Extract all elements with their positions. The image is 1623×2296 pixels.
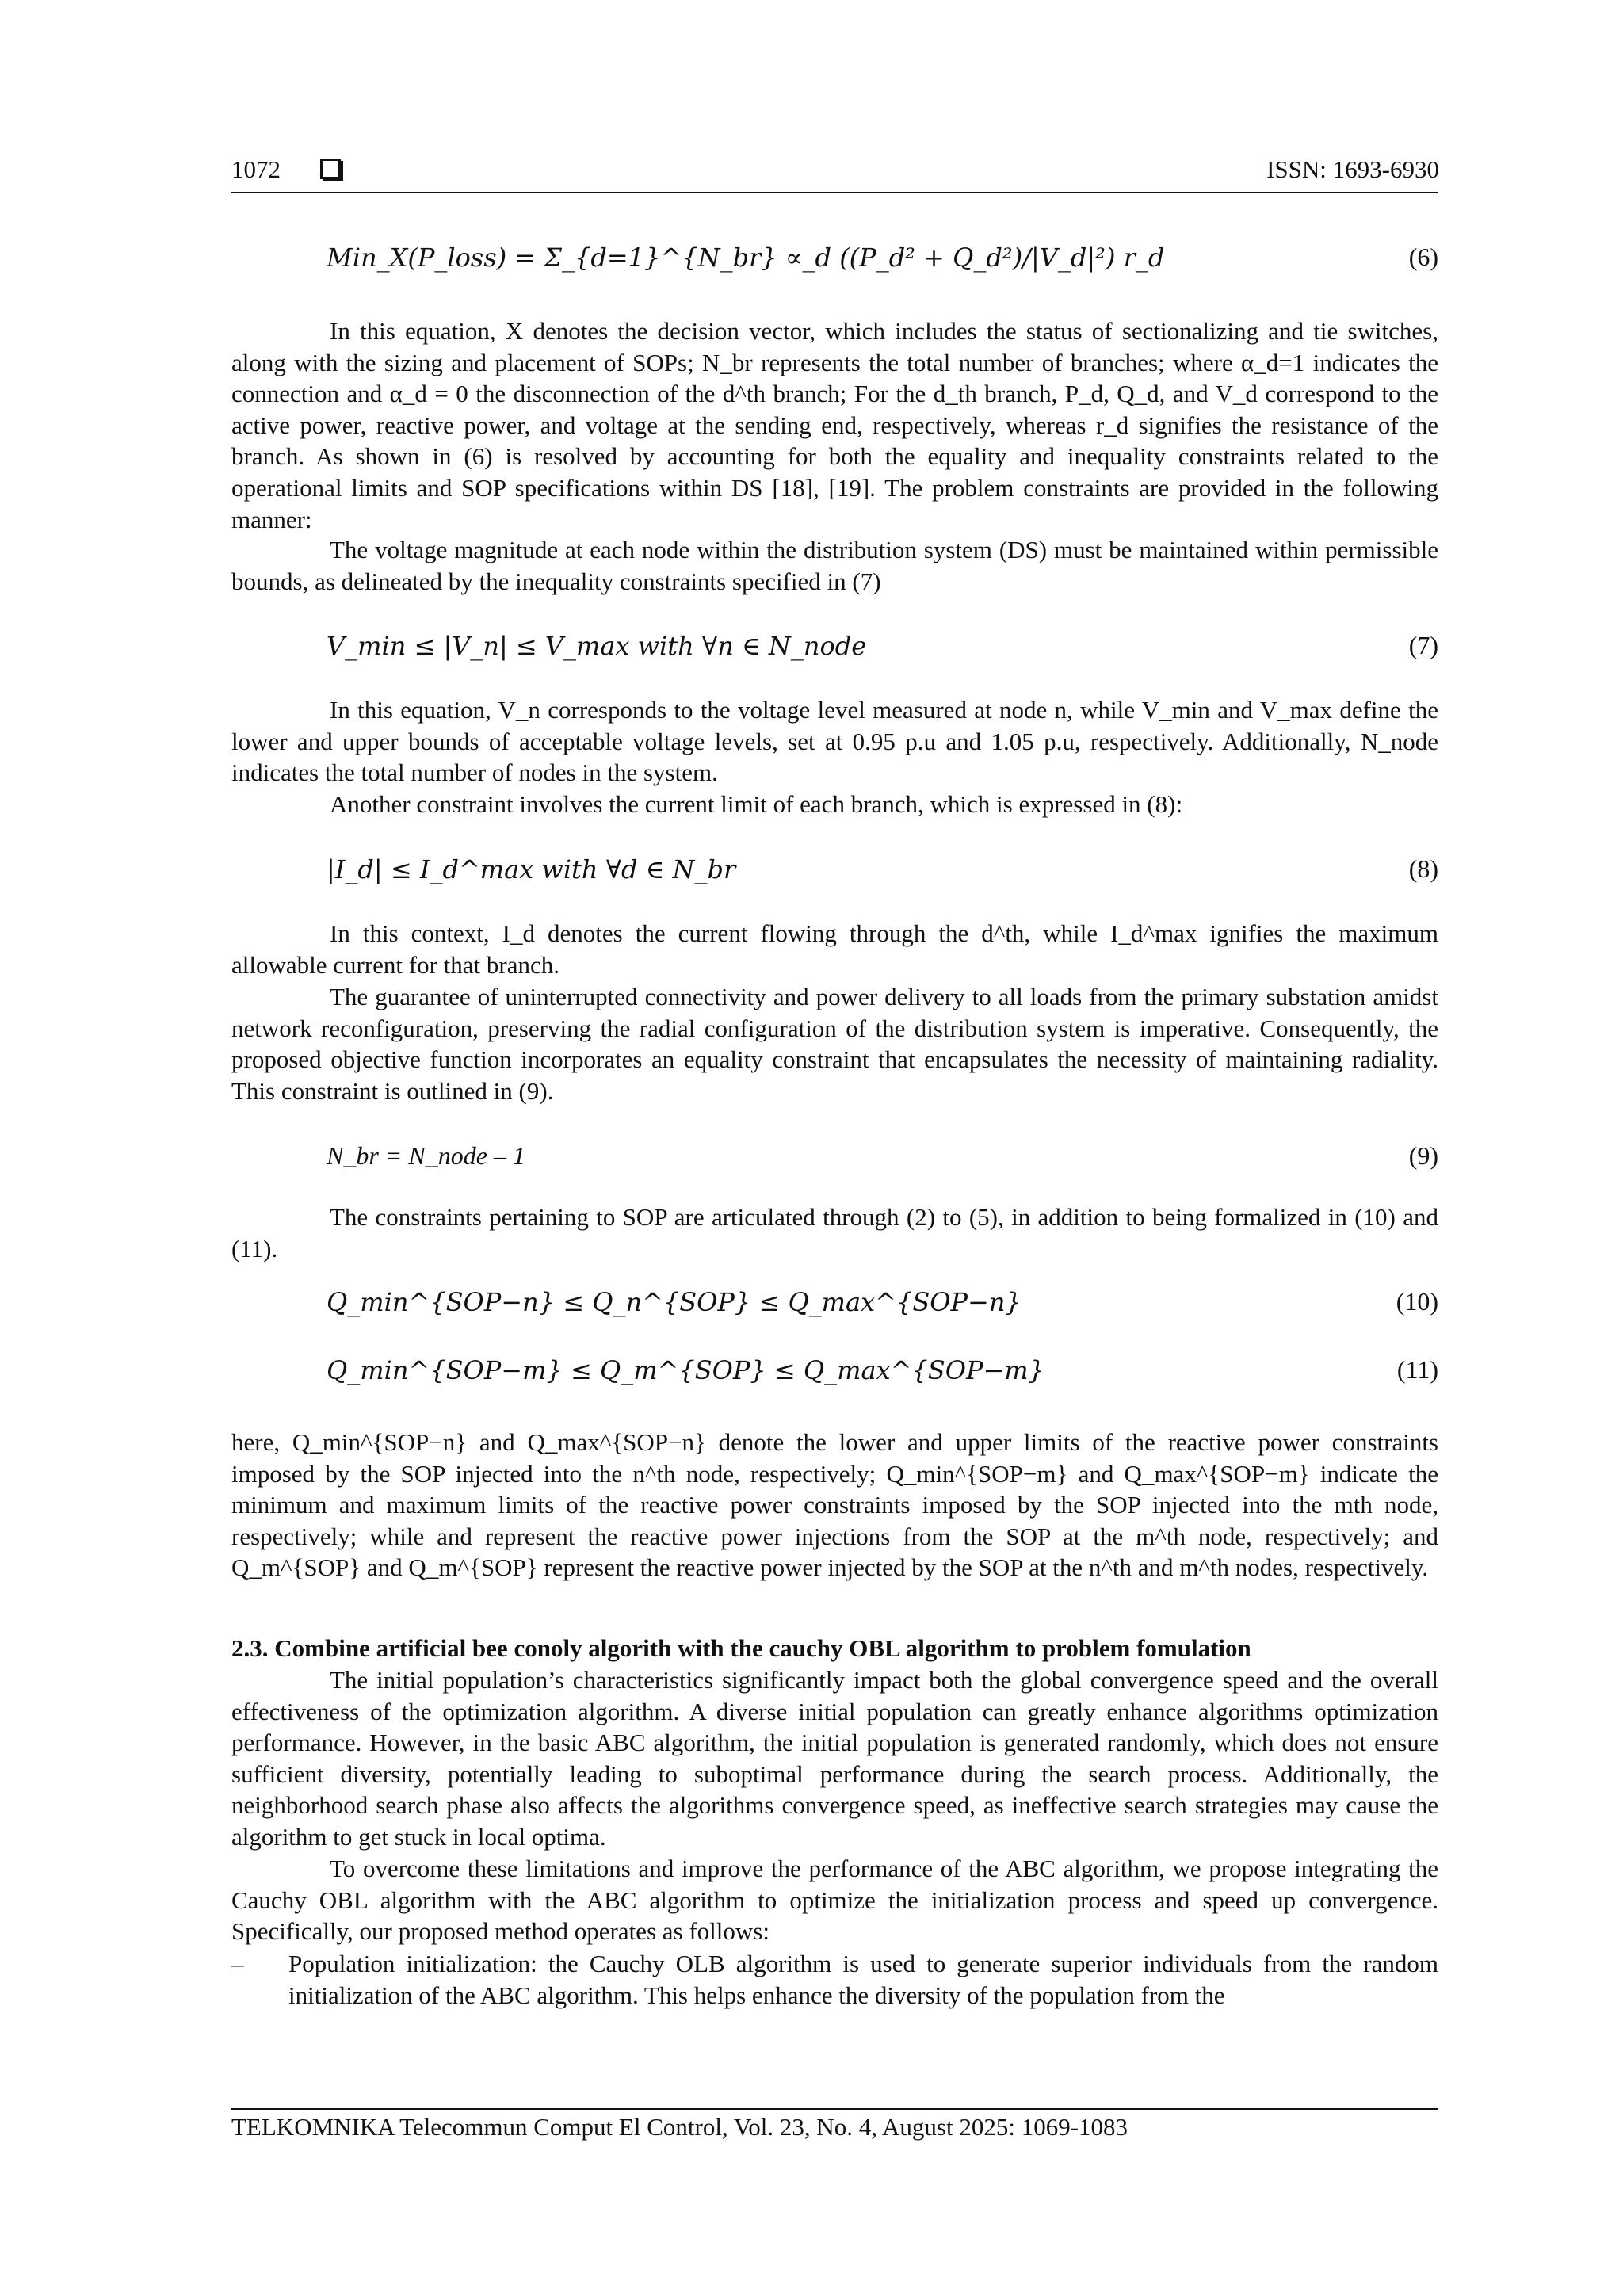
- list-item: [231, 1948, 1438, 2011]
- equation-11-number: (11): [1396, 1355, 1438, 1384]
- equation-9: [327, 1141, 1438, 1178]
- equation-9-formula: N_br = N_node – 1: [327, 1141, 525, 1170]
- equation-7-formula: V_min ≤ |V_n| ≤ V_max with ∀n ∈ N_node: [327, 631, 867, 661]
- equation-10: [327, 1287, 1438, 1324]
- equation-6-formula: Min_X(P_loss) = Σ_{d=1}^{N_br} ∝_d ((P_d² + Q_d²)/|V_d|²) r_d: [327, 243, 1165, 273]
- paragraph-initial-population: The initial population’s characteristics significantly impact both the global convergence speed and the overall effectiveness of the optimization algorithm. A diverse initial population can greatly enhance algorithms optimization performance. However, in the basic ABC algorithm, the initial population is generated randomly, which does not ensure sufficient diversity, potentially leading to suboptimal performance during the search process. Additionally, the neighborhood search phase also affects the algorithms convergence speed, as ineffective search strategies may cause the algorithm to get stuck in local optima.: [231, 1666, 1438, 1851]
- paragraph-radiality: The guarantee of uninterrupted connectivity and power delivery to all loads from the primary substation amidst network reconfiguration, preserving the radial configuration of the distribution system is imperative. Consequently, the proposed objective function incorporates an equality constraint that encapsulates the necessity of maintaining radiality. This constraint is outlined in (9).: [231, 983, 1438, 1105]
- paragraph-voltage-bounds: The voltage magnitude at each node within the distribution system (DS) must be maintained within permissible bounds, as delineated by the inequality constraints specified in (7): [231, 536, 1438, 595]
- paragraph-sop-limits: here, Q_min^{SOP−n} and Q_max^{SOP−n} denote the lower and upper limits of the reactive power constraints imposed by the SOP injected into the n^th node, respectively; Q_min^{SOP−m} and Q_max^{SOP−m} indicate the minimum and maximum limits of the reactive power constraints imposed by the SOP injected into the mth node, respectively; while and represent the reactive power injections from the SOP at the m^th node, respectively; and Q_m^{SOP} and Q_m^{SOP} represent the reactive power injected by the SOP at the n^th and m^th nodes, respectively.: [231, 1428, 1438, 1582]
- paragraph-proposed-method: To overcome these limitations and improve the performance of the ABC algorithm, we propose integrating the Cauchy OBL algorithm with the ABC algorithm to optimize the initialization process and speed up convergence. Specifically, our proposed method operates as follows:: [231, 1855, 1438, 1946]
- equation-6: [327, 243, 1438, 279]
- equation-6-number: (6): [1408, 243, 1438, 271]
- equation-8-number: (8): [1408, 854, 1438, 883]
- page-number: 1072: [231, 155, 281, 183]
- header-rule: [231, 192, 1438, 193]
- equation-7-number: (7): [1408, 631, 1438, 659]
- bullet-dash: –: [231, 1950, 244, 1977]
- equation-10-number: (10): [1396, 1287, 1438, 1316]
- paragraph-voltage-levels: In this equation, V_n corresponds to the voltage level measured at node n, while V_min and V_max define the lower and upper bounds of acceptable voltage levels, set at 0.95 p.u and 1.05 p.u, respectively. Additionally, N_node indicates the total number of nodes in the system.: [231, 696, 1438, 787]
- equation-7: [327, 631, 1438, 667]
- equation-8: [327, 854, 1438, 891]
- footer-citation: TELKOMNIKA Telecommun Comput El Control, Vol. 23, No. 4, August 2025: 1069-1083: [231, 2113, 1128, 2141]
- paragraph-sop-constraints: The constraints pertaining to SOP are articulated through (2) to (5), in addition to being formalized in (10) and (11).: [231, 1203, 1438, 1263]
- paragraph-decision-vector: In this equation, X denotes the decision vector, which includes the status of sectionalizing and tie switches, along with the sizing and placement of SOPs; N_br represents the total number of branches; where α_d=1 indicates the connection and α_d = 0 the disconnection of the d^th branch; For the d_th branch, P_d, Q_d, and V_d correspond to the active power, reactive power, and voltage at the sending end, respectively, whereas r_d signifies the resistance of the branch. As shown in (6) is resolved by accounting for both the equality and inequality constraints related to the operational limits and SOP specifications within DS [18], [19]. The problem constraints are provided in the following manner:: [231, 317, 1438, 533]
- equation-11: [327, 1355, 1438, 1392]
- equation-9-number: (9): [1408, 1141, 1438, 1170]
- equation-11-formula: Q_min^{SOP−m} ≤ Q_m^{SOP} ≤ Q_max^{SOP−m}: [327, 1355, 1044, 1385]
- paragraph-current-limit: Another constraint involves the current limit of each branch, which is expressed in (8):: [330, 790, 1183, 818]
- equation-8-formula: |I_d| ≤ I_d^max with ∀d ∈ N_br: [327, 854, 736, 884]
- bullet-text: Population initialization: the Cauchy OLB algorithm is used to generate superior individuals from the random initialization of the ABC algorithm. This helps enhance the diversity of the population from the: [288, 1950, 1438, 2009]
- issn-label: ISSN: 1693-6930: [1266, 155, 1439, 183]
- section-heading: 2.3. Combine artificial bee conoly algorith with the cauchy OBL algorithm to problem fomulation: [231, 1634, 1251, 1662]
- equation-10-formula: Q_min^{SOP−n} ≤ Q_n^{SOP} ≤ Q_max^{SOP−n}: [327, 1287, 1022, 1317]
- paragraph-current-context: In this context, I_d denotes the current flowing through the d^th, while I_d^max ignifies the maximum allowable current for that branch.: [231, 919, 1438, 979]
- page-header: [231, 155, 1439, 190]
- footer-rule: [231, 2108, 1438, 2110]
- checkbox-square-icon: [320, 159, 341, 179]
